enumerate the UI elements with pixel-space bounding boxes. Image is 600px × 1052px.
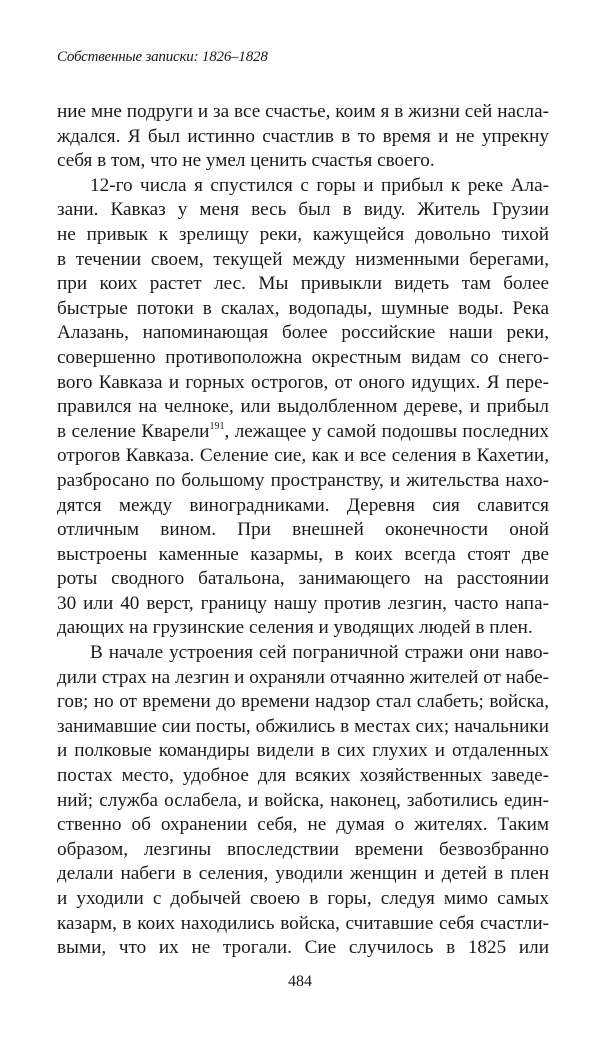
text-line: Алазань, напоминающая более российские наши реки,	[57, 322, 549, 344]
text-line: выми, что их не трогали. Сие случилось в 1825 или	[57, 937, 549, 959]
body-text	[57, 100, 549, 961]
text-line: зани. Кавказ у меня весь был в виду. Житель Грузии	[57, 199, 549, 221]
text-line: при коих растет лес. Мы привыкли видеть там более	[57, 273, 549, 295]
text-line: ственно об охранении себя, не думая о жителях. Таким	[57, 814, 549, 836]
text-line: и полковые командиры видели в сих глухих и отдаленных	[57, 740, 549, 762]
text-line: ние мне подруги и за все счастье, коим я в жизни сей насла-	[57, 101, 549, 122]
paragraph	[57, 174, 549, 641]
text-line: вого Кавказа и горных острогов, от оного идущих. Я пере-	[57, 371, 549, 393]
text-line: совершенно противоположна окрестным видам со снего-	[57, 346, 549, 368]
text-line: казарм, в коих находились войска, считавшие себя счастли-	[57, 912, 549, 934]
footnote-reference[interactable]: 191	[209, 420, 225, 432]
text-line: 30 или 40 верст, границу нашу против лезгин, часто напа-	[57, 592, 549, 614]
text-line: ждался. Я был истинно счастлив в то время и не упрекну	[57, 125, 549, 147]
text-line: отличным вином. При внешней оконечности оной	[57, 519, 549, 541]
text-line: постах место, удобное для всяких хозяйственных заведе-	[57, 765, 549, 787]
text-line: дили страх на лезгин и охраняли отчаянно жителей от набе-	[57, 666, 549, 688]
text-line: образом, лезгины впоследствии времени безвозбранно	[57, 838, 549, 860]
text-line: роты сводного батальона, занимающего на расстоянии	[57, 568, 549, 590]
text-fragment: , лежащее у самой подошвы последних	[224, 420, 550, 442]
text-line: быстрые потоки в скалах, водопады, шумные воды. Река	[57, 297, 549, 319]
text-line: дятся между виноградниками. Деревня сия славится	[57, 494, 549, 516]
text-line: ний; служба ослабела, и войска, наконец, заботились един-	[57, 789, 549, 811]
text-line: правился на челноке, или выдолбленном дереве, и прибыл	[57, 396, 549, 418]
text-line: выстроены каменные казармы, в коих всегда стоят две	[57, 543, 549, 565]
text-line: делали набеги в селения, уводили женщин и детей в плен	[57, 863, 549, 885]
text-line: 12-го числа я спустился с горы и прибыл к реке Ала-	[90, 174, 549, 196]
text-line: занимавшие сии посты, обжились в местах сих; начальники	[57, 715, 549, 737]
text-line: В начале устроения сей пограничной стражи они наво-	[90, 642, 549, 664]
running-header: Собственные записки: 1826–1828	[57, 49, 268, 65]
text-line: не привык к зрелищу реки, кажущейся довольно тихой	[57, 223, 549, 245]
text-line: дающих на грузинские селения и уводящих людей в плен.	[57, 617, 533, 639]
page-number: 484	[288, 973, 312, 990]
text-line: разбросано по большому пространству, и жительства нахо-	[57, 469, 549, 491]
text-line: себя в том, что не умел ценить счастья своего.	[57, 150, 435, 172]
text-line: отрогов Кавказа. Селение сие, как и все селения в Кахетии,	[57, 445, 549, 467]
text-fragment: в селение Кварели	[57, 420, 210, 442]
text-line: в течении своем, текущей между низменными берегами,	[57, 248, 549, 270]
paragraph	[57, 641, 549, 961]
paragraph	[57, 100, 549, 174]
text-line	[57, 420, 549, 445]
text-line: и уходили с добычей своею в горы, следуя мимо самых	[57, 888, 549, 909]
text-line: гов; но от времени до времени надзор стал слабеть; войска,	[57, 691, 549, 713]
